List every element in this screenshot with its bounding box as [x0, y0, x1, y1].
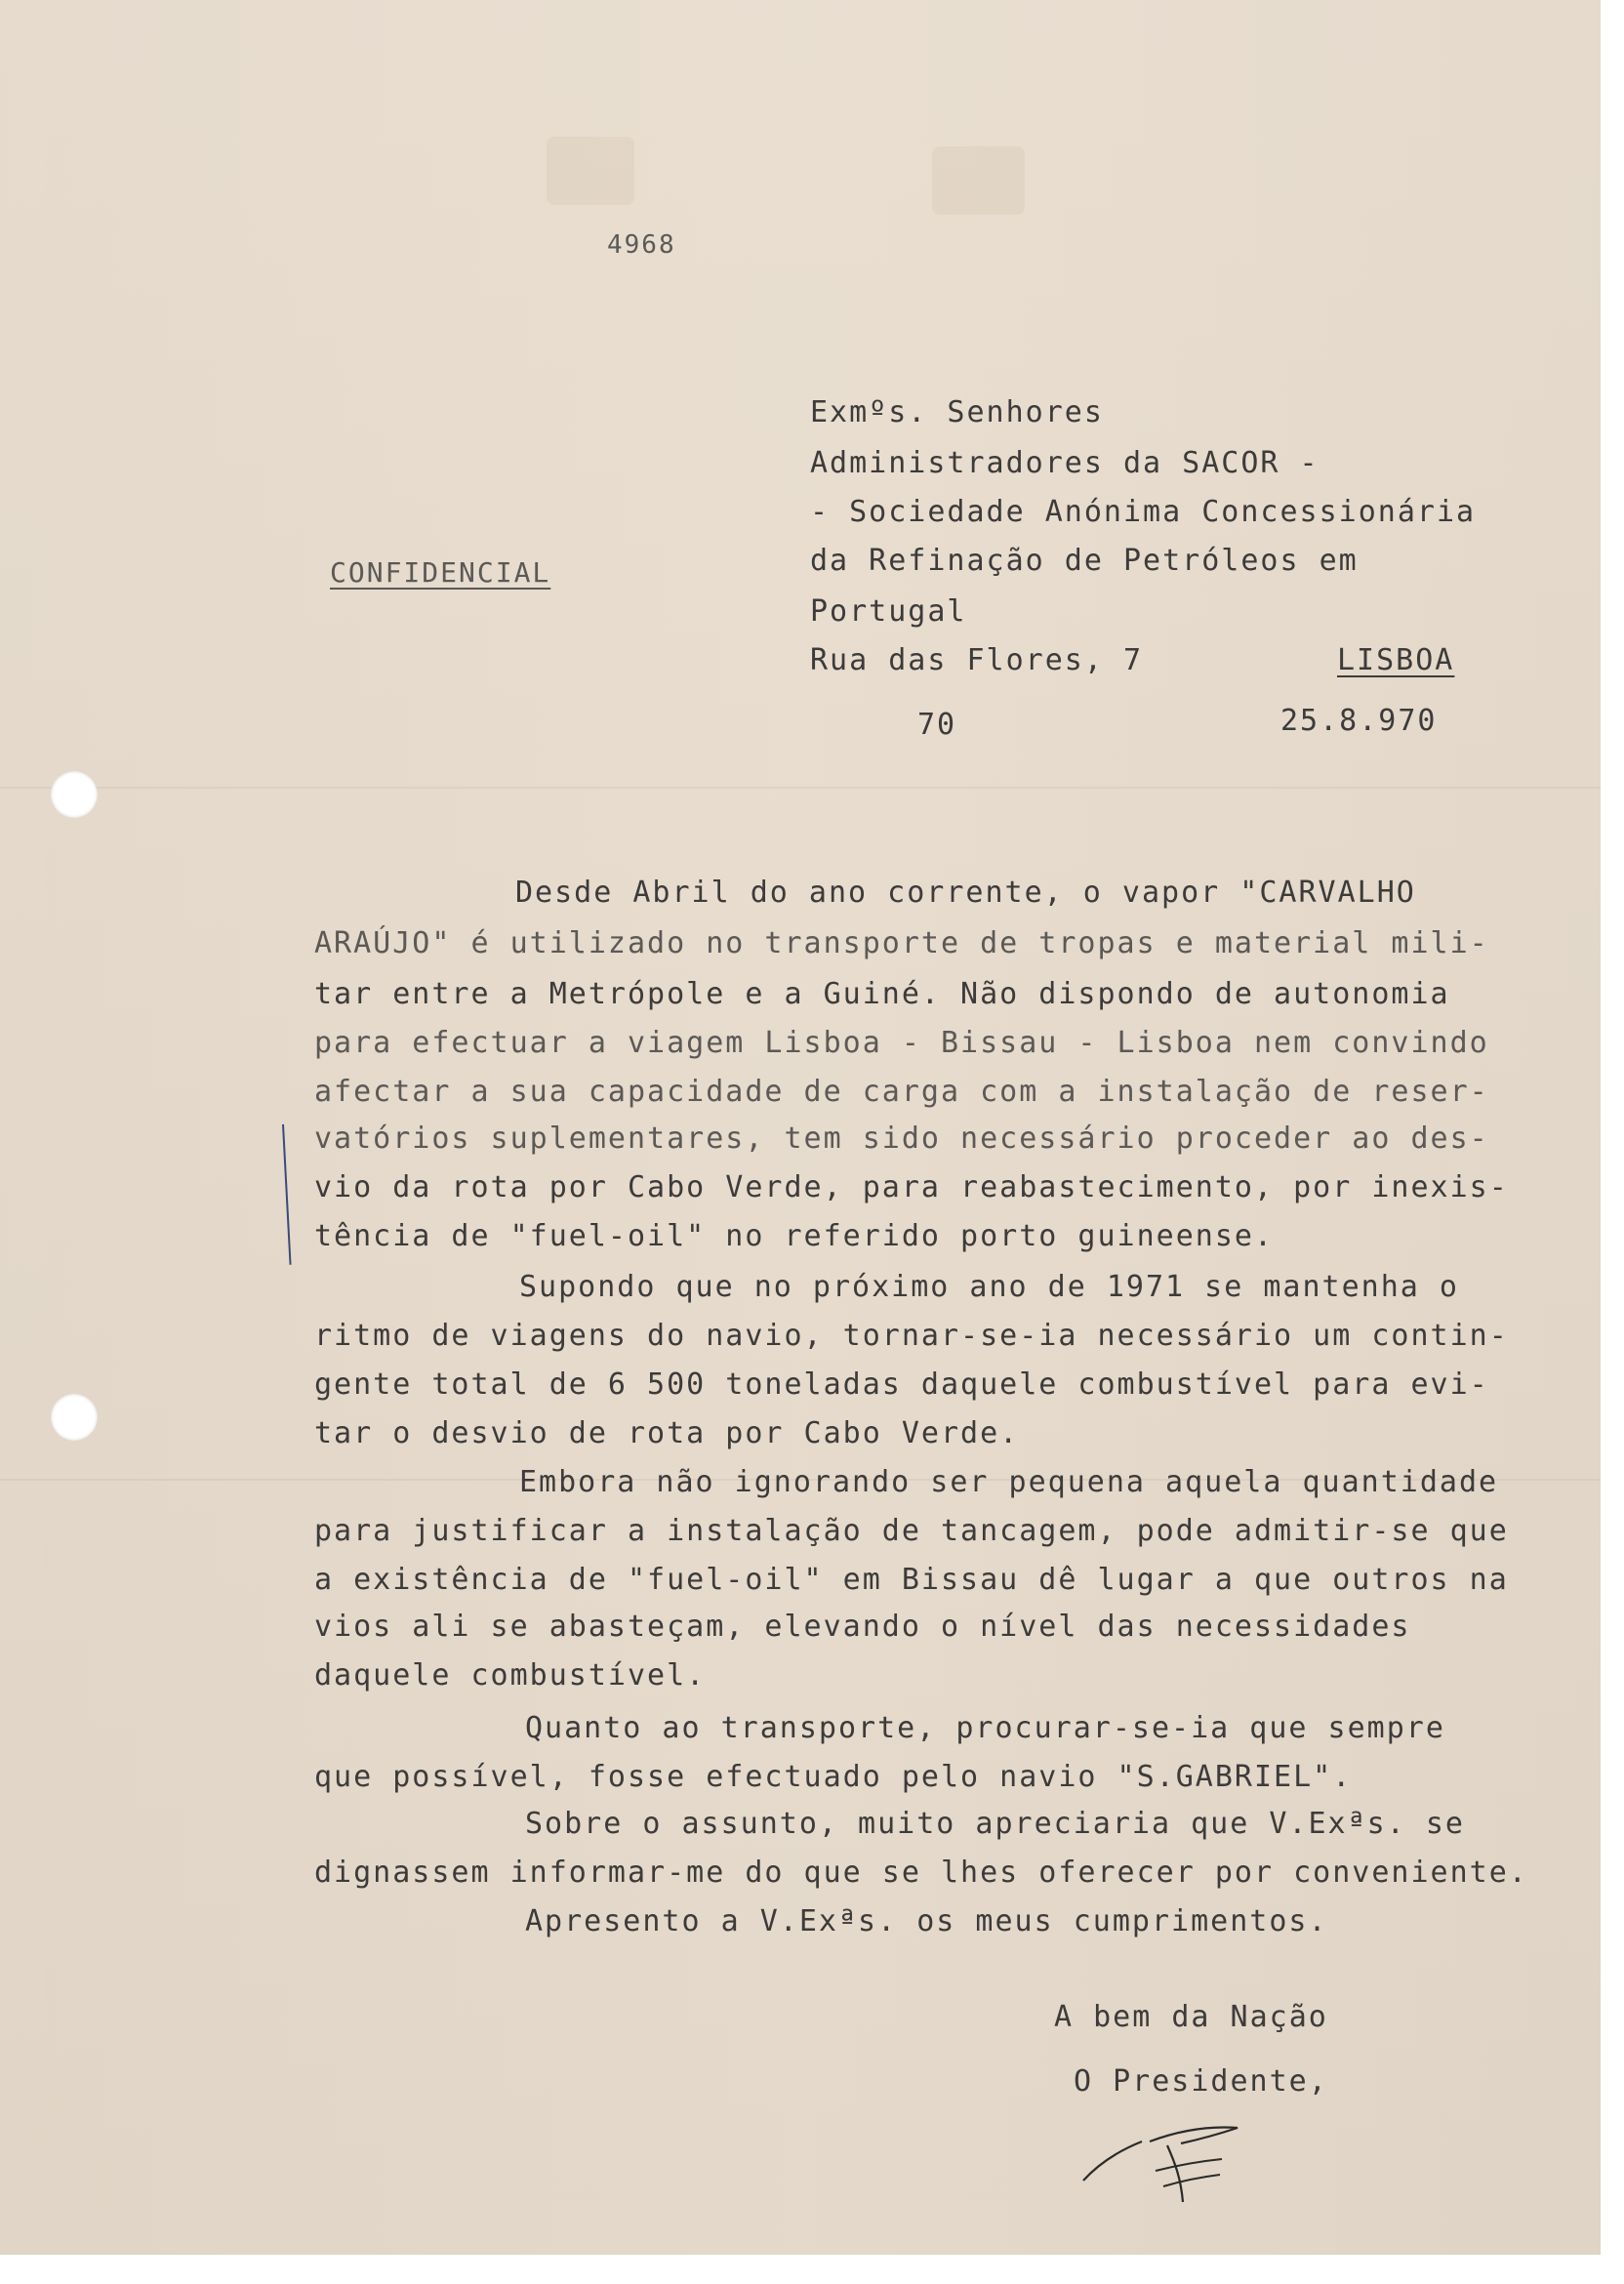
recipient-street: Rua das Flores, 7 [810, 643, 1144, 677]
paper-stain [547, 137, 634, 205]
punch-hole [51, 1394, 98, 1441]
punch-hole [51, 771, 98, 818]
recipient-line: Portugal [810, 594, 967, 629]
body-line: gente total de 6 500 toneladas daquele combustível para evi- [314, 1367, 1489, 1402]
body-line: dignassem informar-me do que se lhes oferecer por conveniente. [314, 1856, 1528, 1890]
body-line: daquele combustível. [314, 1658, 707, 1693]
body-line: a existência de "fuel-oil" em Bissau dê lugar a que outros na [314, 1563, 1509, 1597]
paper-fold-line [0, 787, 1601, 789]
body-line: ritmo de viagens do navio, tornar-se-ia necessário um contin- [314, 1319, 1509, 1353]
archive-number: 4968 [607, 230, 676, 260]
body-line: afectar a sua capacidade de carga com a instalação de reser- [314, 1075, 1489, 1109]
body-line: Quanto ao transporte, procurar-se-ia que sempre [525, 1711, 1445, 1745]
body-line: tência de "fuel-oil" no referido porto guineense. [314, 1219, 1275, 1253]
margin-pen-mark [282, 1124, 292, 1265]
letter-date: 25.8.970 [1280, 704, 1438, 738]
body-line: vios ali se abasteçam, elevando o nível das necessidades [314, 1610, 1411, 1644]
recipient-salutation: Exmºs. Senhores [810, 395, 1104, 429]
paper-stain [932, 146, 1025, 215]
reference-number: 70 [917, 708, 957, 742]
body-line: Embora não ignorando ser pequena aquela quantidade [519, 1465, 1499, 1499]
recipient-line: - Sociedade Anónima Concessionária [810, 495, 1477, 529]
recipient-line: Administradores da SACOR - [810, 446, 1320, 480]
handwritten-signature [1074, 2120, 1249, 2208]
body-line: que possível, fosse efectuado pelo navio "S.GABRIEL". [314, 1760, 1353, 1794]
recipient-city: LISBOA [1337, 643, 1455, 677]
body-line: vatórios suplementares, tem sido necessário proceder ao des- [314, 1122, 1489, 1156]
body-line: Sobre o assunto, muito apreciaria que V.Exªs. se [525, 1807, 1465, 1841]
body-line: para justificar a instalação de tancagem, pode admitir-se que [314, 1514, 1509, 1548]
body-line: Apresento a V.Exªs. os meus cumprimentos. [525, 1904, 1328, 1938]
body-line: tar entre a Metrópole e a Guiné. Não dispondo de autonomia [314, 977, 1450, 1011]
signatory-title: O Presidente, [1074, 2064, 1328, 2099]
body-line: ARAÚJO" é utilizado no transporte de tropas e material mili- [314, 926, 1489, 960]
body-line: tar o desvio de rota por Cabo Verde. [314, 1416, 1020, 1450]
recipient-line: da Refinação de Petróleos em [810, 544, 1359, 578]
body-line: Desde Abril do ano corrente, o vapor "CARVALHO [515, 876, 1416, 910]
body-line: vio da rota por Cabo Verde, para reabastecimento, por inexis- [314, 1170, 1509, 1204]
closing-phrase: A bem da Nação [1054, 2000, 1328, 2034]
confidential-label: CONFIDENCIAL [330, 556, 551, 589]
body-line: para efectuar a viagem Lisboa - Bissau - Lisboa nem convindo [314, 1026, 1489, 1060]
body-line: Supondo que no próximo ano de 1971 se mantenha o [519, 1270, 1459, 1304]
